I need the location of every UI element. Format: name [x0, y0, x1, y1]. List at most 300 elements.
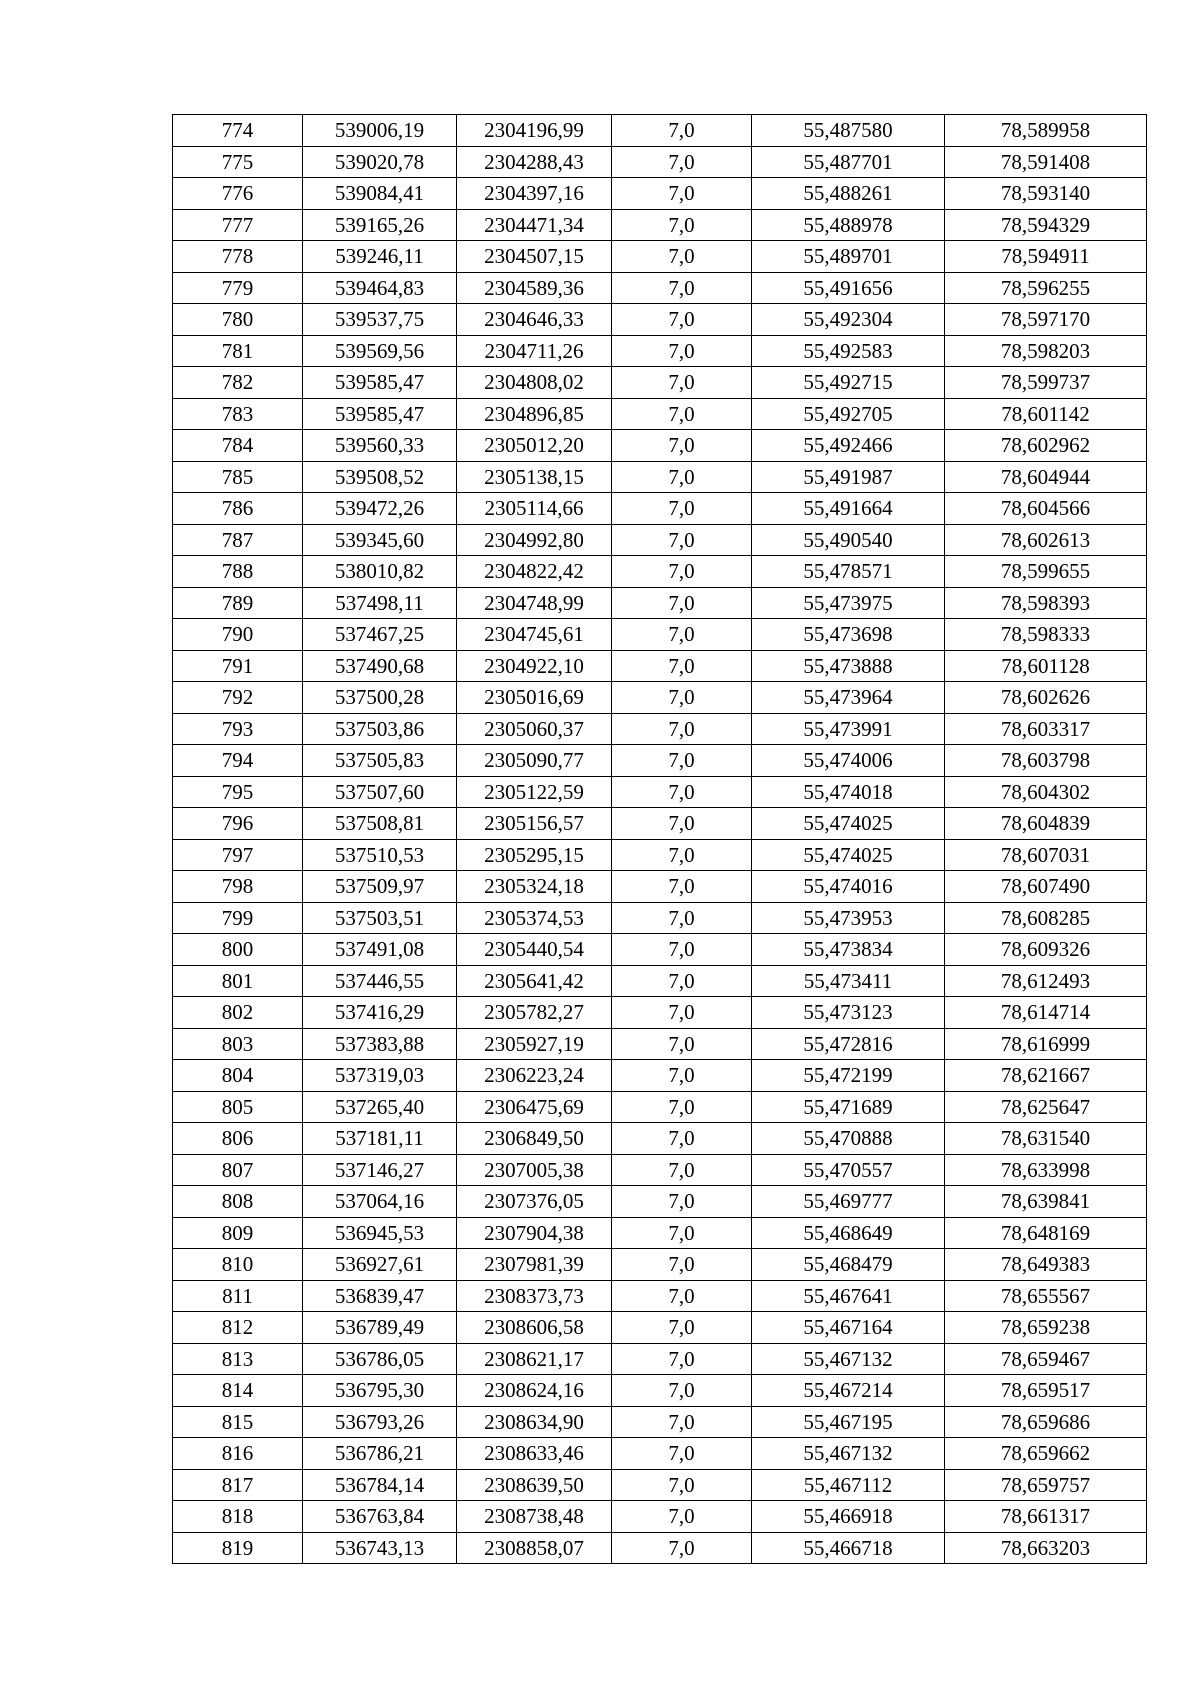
latitude-cell: 55,478571 — [752, 556, 945, 588]
x-coordinate-cell: 536784,14 — [303, 1469, 457, 1501]
point-number-cell: 814 — [173, 1375, 303, 1407]
value-cell: 7,0 — [612, 1312, 752, 1344]
value-cell: 7,0 — [612, 1438, 752, 1470]
longitude-cell: 78,598393 — [945, 587, 1147, 619]
table-row — [173, 1154, 1147, 1186]
latitude-cell: 55,473964 — [752, 682, 945, 714]
longitude-cell: 78,616999 — [945, 1028, 1147, 1060]
y-coordinate-cell: 2305016,69 — [457, 682, 612, 714]
table-row — [173, 1469, 1147, 1501]
value-cell: 7,0 — [612, 902, 752, 934]
x-coordinate-cell: 536793,26 — [303, 1406, 457, 1438]
point-number-cell: 797 — [173, 839, 303, 871]
longitude-cell: 78,603798 — [945, 745, 1147, 777]
y-coordinate-cell: 2305927,19 — [457, 1028, 612, 1060]
point-number-cell: 778 — [173, 241, 303, 273]
y-coordinate-cell: 2306849,50 — [457, 1123, 612, 1155]
point-number-cell: 793 — [173, 713, 303, 745]
point-number-cell: 799 — [173, 902, 303, 934]
value-cell: 7,0 — [612, 1028, 752, 1060]
table-row — [173, 713, 1147, 745]
table-row — [173, 587, 1147, 619]
table-row — [173, 934, 1147, 966]
point-number-cell: 779 — [173, 272, 303, 304]
x-coordinate-cell: 536927,61 — [303, 1249, 457, 1281]
latitude-cell: 55,491656 — [752, 272, 945, 304]
x-coordinate-cell: 537510,53 — [303, 839, 457, 871]
y-coordinate-cell: 2305060,37 — [457, 713, 612, 745]
table-row — [173, 965, 1147, 997]
longitude-cell: 78,594329 — [945, 209, 1147, 241]
table-row — [173, 115, 1147, 147]
y-coordinate-cell: 2308639,50 — [457, 1469, 612, 1501]
y-coordinate-cell: 2308738,48 — [457, 1501, 612, 1533]
point-number-cell: 818 — [173, 1501, 303, 1533]
x-coordinate-cell: 537467,25 — [303, 619, 457, 651]
y-coordinate-cell: 2304896,85 — [457, 398, 612, 430]
y-coordinate-cell: 2307904,38 — [457, 1217, 612, 1249]
longitude-cell: 78,591408 — [945, 146, 1147, 178]
value-cell: 7,0 — [612, 241, 752, 273]
table-row — [173, 1406, 1147, 1438]
longitude-cell: 78,598333 — [945, 619, 1147, 651]
value-cell: 7,0 — [612, 776, 752, 808]
value-cell: 7,0 — [612, 713, 752, 745]
longitude-cell: 78,607490 — [945, 871, 1147, 903]
value-cell: 7,0 — [612, 1249, 752, 1281]
latitude-cell: 55,474025 — [752, 839, 945, 871]
table-row — [173, 493, 1147, 525]
longitude-cell: 78,598203 — [945, 335, 1147, 367]
y-coordinate-cell: 2305138,15 — [457, 461, 612, 493]
y-coordinate-cell: 2307376,05 — [457, 1186, 612, 1218]
point-number-cell: 806 — [173, 1123, 303, 1155]
x-coordinate-cell: 537319,03 — [303, 1060, 457, 1092]
latitude-cell: 55,491987 — [752, 461, 945, 493]
longitude-cell: 78,631540 — [945, 1123, 1147, 1155]
value-cell: 7,0 — [612, 335, 752, 367]
table-row — [173, 178, 1147, 210]
table-row — [173, 461, 1147, 493]
longitude-cell: 78,659662 — [945, 1438, 1147, 1470]
longitude-cell: 78,659757 — [945, 1469, 1147, 1501]
longitude-cell: 78,608285 — [945, 902, 1147, 934]
point-number-cell: 816 — [173, 1438, 303, 1470]
table-row — [173, 1343, 1147, 1375]
value-cell: 7,0 — [612, 398, 752, 430]
latitude-cell: 55,473411 — [752, 965, 945, 997]
x-coordinate-cell: 537500,28 — [303, 682, 457, 714]
latitude-cell: 55,467214 — [752, 1375, 945, 1407]
latitude-cell: 55,474018 — [752, 776, 945, 808]
y-coordinate-cell: 2305324,18 — [457, 871, 612, 903]
value-cell: 7,0 — [612, 997, 752, 1029]
longitude-cell: 78,659238 — [945, 1312, 1147, 1344]
x-coordinate-cell: 537491,08 — [303, 934, 457, 966]
longitude-cell: 78,602613 — [945, 524, 1147, 556]
table-row — [173, 398, 1147, 430]
value-cell: 7,0 — [612, 209, 752, 241]
y-coordinate-cell: 2304196,99 — [457, 115, 612, 147]
point-number-cell: 786 — [173, 493, 303, 525]
x-coordinate-cell: 536786,21 — [303, 1438, 457, 1470]
y-coordinate-cell: 2305012,20 — [457, 430, 612, 462]
point-number-cell: 802 — [173, 997, 303, 1029]
x-coordinate-cell: 536789,49 — [303, 1312, 457, 1344]
point-number-cell: 792 — [173, 682, 303, 714]
table-row — [173, 556, 1147, 588]
latitude-cell: 55,467112 — [752, 1469, 945, 1501]
x-coordinate-cell: 538010,82 — [303, 556, 457, 588]
longitude-cell: 78,612493 — [945, 965, 1147, 997]
point-number-cell: 795 — [173, 776, 303, 808]
value-cell: 7,0 — [612, 272, 752, 304]
latitude-cell: 55,492705 — [752, 398, 945, 430]
latitude-cell: 55,492466 — [752, 430, 945, 462]
point-number-cell: 815 — [173, 1406, 303, 1438]
longitude-cell: 78,649383 — [945, 1249, 1147, 1281]
longitude-cell: 78,648169 — [945, 1217, 1147, 1249]
latitude-cell: 55,487701 — [752, 146, 945, 178]
point-number-cell: 794 — [173, 745, 303, 777]
y-coordinate-cell: 2304748,99 — [457, 587, 612, 619]
value-cell: 7,0 — [612, 1375, 752, 1407]
table-row — [173, 1091, 1147, 1123]
longitude-cell: 78,614714 — [945, 997, 1147, 1029]
point-number-cell: 785 — [173, 461, 303, 493]
value-cell: 7,0 — [612, 1123, 752, 1155]
longitude-cell: 78,601128 — [945, 650, 1147, 682]
table-row — [173, 1217, 1147, 1249]
y-coordinate-cell: 2304397,16 — [457, 178, 612, 210]
table-row — [173, 1532, 1147, 1564]
coordinates-table — [172, 114, 1147, 1564]
longitude-cell: 78,639841 — [945, 1186, 1147, 1218]
x-coordinate-cell: 539246,11 — [303, 241, 457, 273]
table-row — [173, 1060, 1147, 1092]
value-cell: 7,0 — [612, 1186, 752, 1218]
point-number-cell: 787 — [173, 524, 303, 556]
value-cell: 7,0 — [612, 115, 752, 147]
table-row — [173, 1280, 1147, 1312]
latitude-cell: 55,474016 — [752, 871, 945, 903]
value-cell: 7,0 — [612, 808, 752, 840]
point-number-cell: 781 — [173, 335, 303, 367]
point-number-cell: 800 — [173, 934, 303, 966]
table-row — [173, 272, 1147, 304]
longitude-cell: 78,633998 — [945, 1154, 1147, 1186]
y-coordinate-cell: 2308624,16 — [457, 1375, 612, 1407]
x-coordinate-cell: 536839,47 — [303, 1280, 457, 1312]
point-number-cell: 813 — [173, 1343, 303, 1375]
point-number-cell: 804 — [173, 1060, 303, 1092]
y-coordinate-cell: 2305374,53 — [457, 902, 612, 934]
latitude-cell: 55,487580 — [752, 115, 945, 147]
latitude-cell: 55,467132 — [752, 1343, 945, 1375]
value-cell: 7,0 — [612, 304, 752, 336]
coordinates-table-body — [173, 115, 1147, 1564]
x-coordinate-cell: 539006,19 — [303, 115, 457, 147]
table-row — [173, 304, 1147, 336]
longitude-cell: 78,604944 — [945, 461, 1147, 493]
latitude-cell: 55,467132 — [752, 1438, 945, 1470]
table-row — [173, 1375, 1147, 1407]
longitude-cell: 78,655567 — [945, 1280, 1147, 1312]
table-row — [173, 650, 1147, 682]
y-coordinate-cell: 2307005,38 — [457, 1154, 612, 1186]
latitude-cell: 55,491664 — [752, 493, 945, 525]
point-number-cell: 798 — [173, 871, 303, 903]
latitude-cell: 55,471689 — [752, 1091, 945, 1123]
x-coordinate-cell: 539464,83 — [303, 272, 457, 304]
table-row — [173, 1249, 1147, 1281]
latitude-cell: 55,473834 — [752, 934, 945, 966]
x-coordinate-cell: 537490,68 — [303, 650, 457, 682]
y-coordinate-cell: 2308621,17 — [457, 1343, 612, 1375]
y-coordinate-cell: 2304711,26 — [457, 335, 612, 367]
y-coordinate-cell: 2306475,69 — [457, 1091, 612, 1123]
value-cell: 7,0 — [612, 871, 752, 903]
longitude-cell: 78,604302 — [945, 776, 1147, 808]
y-coordinate-cell: 2304471,34 — [457, 209, 612, 241]
latitude-cell: 55,473991 — [752, 713, 945, 745]
point-number-cell: 817 — [173, 1469, 303, 1501]
latitude-cell: 55,490540 — [752, 524, 945, 556]
x-coordinate-cell: 539165,26 — [303, 209, 457, 241]
y-coordinate-cell: 2305782,27 — [457, 997, 612, 1029]
point-number-cell: 774 — [173, 115, 303, 147]
table-row — [173, 1028, 1147, 1060]
table-row — [173, 776, 1147, 808]
latitude-cell: 55,473888 — [752, 650, 945, 682]
latitude-cell: 55,468479 — [752, 1249, 945, 1281]
value-cell: 7,0 — [612, 1532, 752, 1564]
longitude-cell: 78,602962 — [945, 430, 1147, 462]
x-coordinate-cell: 539345,60 — [303, 524, 457, 556]
y-coordinate-cell: 2305156,57 — [457, 808, 612, 840]
x-coordinate-cell: 536945,53 — [303, 1217, 457, 1249]
value-cell: 7,0 — [612, 1469, 752, 1501]
x-coordinate-cell: 539585,47 — [303, 398, 457, 430]
table-row — [173, 146, 1147, 178]
y-coordinate-cell: 2305295,15 — [457, 839, 612, 871]
value-cell: 7,0 — [612, 619, 752, 651]
latitude-cell: 55,474025 — [752, 808, 945, 840]
point-number-cell: 809 — [173, 1217, 303, 1249]
y-coordinate-cell: 2304822,42 — [457, 556, 612, 588]
y-coordinate-cell: 2304507,15 — [457, 241, 612, 273]
longitude-cell: 78,604566 — [945, 493, 1147, 525]
longitude-cell: 78,603317 — [945, 713, 1147, 745]
value-cell: 7,0 — [612, 1501, 752, 1533]
y-coordinate-cell: 2305114,66 — [457, 493, 612, 525]
latitude-cell: 55,492583 — [752, 335, 945, 367]
y-coordinate-cell: 2307981,39 — [457, 1249, 612, 1281]
x-coordinate-cell: 537505,83 — [303, 745, 457, 777]
x-coordinate-cell: 536795,30 — [303, 1375, 457, 1407]
x-coordinate-cell: 536743,13 — [303, 1532, 457, 1564]
longitude-cell: 78,607031 — [945, 839, 1147, 871]
table-row — [173, 619, 1147, 651]
point-number-cell: 780 — [173, 304, 303, 336]
value-cell: 7,0 — [612, 934, 752, 966]
value-cell: 7,0 — [612, 1217, 752, 1249]
latitude-cell: 55,467641 — [752, 1280, 945, 1312]
x-coordinate-cell: 537498,11 — [303, 587, 457, 619]
x-coordinate-cell: 537181,11 — [303, 1123, 457, 1155]
x-coordinate-cell: 539585,47 — [303, 367, 457, 399]
value-cell: 7,0 — [612, 839, 752, 871]
y-coordinate-cell: 2305090,77 — [457, 745, 612, 777]
point-number-cell: 791 — [173, 650, 303, 682]
y-coordinate-cell: 2304589,36 — [457, 272, 612, 304]
latitude-cell: 55,473698 — [752, 619, 945, 651]
x-coordinate-cell: 539508,52 — [303, 461, 457, 493]
y-coordinate-cell: 2304922,10 — [457, 650, 612, 682]
value-cell: 7,0 — [612, 493, 752, 525]
longitude-cell: 78,659467 — [945, 1343, 1147, 1375]
longitude-cell: 78,599737 — [945, 367, 1147, 399]
table-row — [173, 997, 1147, 1029]
value-cell: 7,0 — [612, 1154, 752, 1186]
y-coordinate-cell: 2305641,42 — [457, 965, 612, 997]
x-coordinate-cell: 537446,55 — [303, 965, 457, 997]
latitude-cell: 55,472199 — [752, 1060, 945, 1092]
point-number-cell: 803 — [173, 1028, 303, 1060]
y-coordinate-cell: 2305122,59 — [457, 776, 612, 808]
longitude-cell: 78,599655 — [945, 556, 1147, 588]
latitude-cell: 55,473975 — [752, 587, 945, 619]
x-coordinate-cell: 537507,60 — [303, 776, 457, 808]
table-row — [173, 839, 1147, 871]
table-row — [173, 524, 1147, 556]
latitude-cell: 55,488978 — [752, 209, 945, 241]
longitude-cell: 78,604839 — [945, 808, 1147, 840]
point-number-cell: 801 — [173, 965, 303, 997]
value-cell: 7,0 — [612, 1280, 752, 1312]
latitude-cell: 55,473123 — [752, 997, 945, 1029]
value-cell: 7,0 — [612, 556, 752, 588]
y-coordinate-cell: 2308373,73 — [457, 1280, 612, 1312]
longitude-cell: 78,594911 — [945, 241, 1147, 273]
table-row — [173, 808, 1147, 840]
point-number-cell: 790 — [173, 619, 303, 651]
x-coordinate-cell: 539084,41 — [303, 178, 457, 210]
value-cell: 7,0 — [612, 682, 752, 714]
table-row — [173, 1501, 1147, 1533]
x-coordinate-cell: 537509,97 — [303, 871, 457, 903]
longitude-cell: 78,597170 — [945, 304, 1147, 336]
x-coordinate-cell: 536786,05 — [303, 1343, 457, 1375]
latitude-cell: 55,467164 — [752, 1312, 945, 1344]
x-coordinate-cell: 537265,40 — [303, 1091, 457, 1123]
value-cell: 7,0 — [612, 650, 752, 682]
point-number-cell: 808 — [173, 1186, 303, 1218]
y-coordinate-cell: 2308634,90 — [457, 1406, 612, 1438]
value-cell: 7,0 — [612, 965, 752, 997]
table-row — [173, 1123, 1147, 1155]
y-coordinate-cell: 2308606,58 — [457, 1312, 612, 1344]
table-row — [173, 902, 1147, 934]
point-number-cell: 788 — [173, 556, 303, 588]
longitude-cell: 78,663203 — [945, 1532, 1147, 1564]
longitude-cell: 78,625647 — [945, 1091, 1147, 1123]
y-coordinate-cell: 2308858,07 — [457, 1532, 612, 1564]
point-number-cell: 776 — [173, 178, 303, 210]
point-number-cell: 810 — [173, 1249, 303, 1281]
latitude-cell: 55,492715 — [752, 367, 945, 399]
x-coordinate-cell: 536763,84 — [303, 1501, 457, 1533]
table-row — [173, 209, 1147, 241]
point-number-cell: 812 — [173, 1312, 303, 1344]
point-number-cell: 789 — [173, 587, 303, 619]
y-coordinate-cell: 2308633,46 — [457, 1438, 612, 1470]
x-coordinate-cell: 539020,78 — [303, 146, 457, 178]
table-row — [173, 1186, 1147, 1218]
value-cell: 7,0 — [612, 587, 752, 619]
table-row — [173, 430, 1147, 462]
x-coordinate-cell: 537383,88 — [303, 1028, 457, 1060]
latitude-cell: 55,466918 — [752, 1501, 945, 1533]
table-row — [173, 335, 1147, 367]
x-coordinate-cell: 537146,27 — [303, 1154, 457, 1186]
x-coordinate-cell: 537508,81 — [303, 808, 457, 840]
x-coordinate-cell: 539560,33 — [303, 430, 457, 462]
latitude-cell: 55,470557 — [752, 1154, 945, 1186]
latitude-cell: 55,492304 — [752, 304, 945, 336]
x-coordinate-cell: 537064,16 — [303, 1186, 457, 1218]
longitude-cell: 78,621667 — [945, 1060, 1147, 1092]
longitude-cell: 78,589958 — [945, 115, 1147, 147]
latitude-cell: 55,488261 — [752, 178, 945, 210]
y-coordinate-cell: 2304992,80 — [457, 524, 612, 556]
x-coordinate-cell: 539472,26 — [303, 493, 457, 525]
x-coordinate-cell: 537503,51 — [303, 902, 457, 934]
longitude-cell: 78,659517 — [945, 1375, 1147, 1407]
y-coordinate-cell: 2305440,54 — [457, 934, 612, 966]
longitude-cell: 78,609326 — [945, 934, 1147, 966]
value-cell: 7,0 — [612, 1060, 752, 1092]
table-row — [173, 745, 1147, 777]
longitude-cell: 78,661317 — [945, 1501, 1147, 1533]
value-cell: 7,0 — [612, 524, 752, 556]
latitude-cell: 55,470888 — [752, 1123, 945, 1155]
point-number-cell: 782 — [173, 367, 303, 399]
point-number-cell: 805 — [173, 1091, 303, 1123]
table-row — [173, 1438, 1147, 1470]
value-cell: 7,0 — [612, 1091, 752, 1123]
table-row — [173, 1312, 1147, 1344]
longitude-cell: 78,601142 — [945, 398, 1147, 430]
longitude-cell: 78,602626 — [945, 682, 1147, 714]
x-coordinate-cell: 537503,86 — [303, 713, 457, 745]
table-row — [173, 871, 1147, 903]
value-cell: 7,0 — [612, 430, 752, 462]
latitude-cell: 55,473953 — [752, 902, 945, 934]
value-cell: 7,0 — [612, 178, 752, 210]
y-coordinate-cell: 2304808,02 — [457, 367, 612, 399]
y-coordinate-cell: 2306223,24 — [457, 1060, 612, 1092]
value-cell: 7,0 — [612, 745, 752, 777]
x-coordinate-cell: 539569,56 — [303, 335, 457, 367]
table-row — [173, 682, 1147, 714]
point-number-cell: 811 — [173, 1280, 303, 1312]
latitude-cell: 55,474006 — [752, 745, 945, 777]
value-cell: 7,0 — [612, 1343, 752, 1375]
x-coordinate-cell: 539537,75 — [303, 304, 457, 336]
longitude-cell: 78,593140 — [945, 178, 1147, 210]
y-coordinate-cell: 2304646,33 — [457, 304, 612, 336]
